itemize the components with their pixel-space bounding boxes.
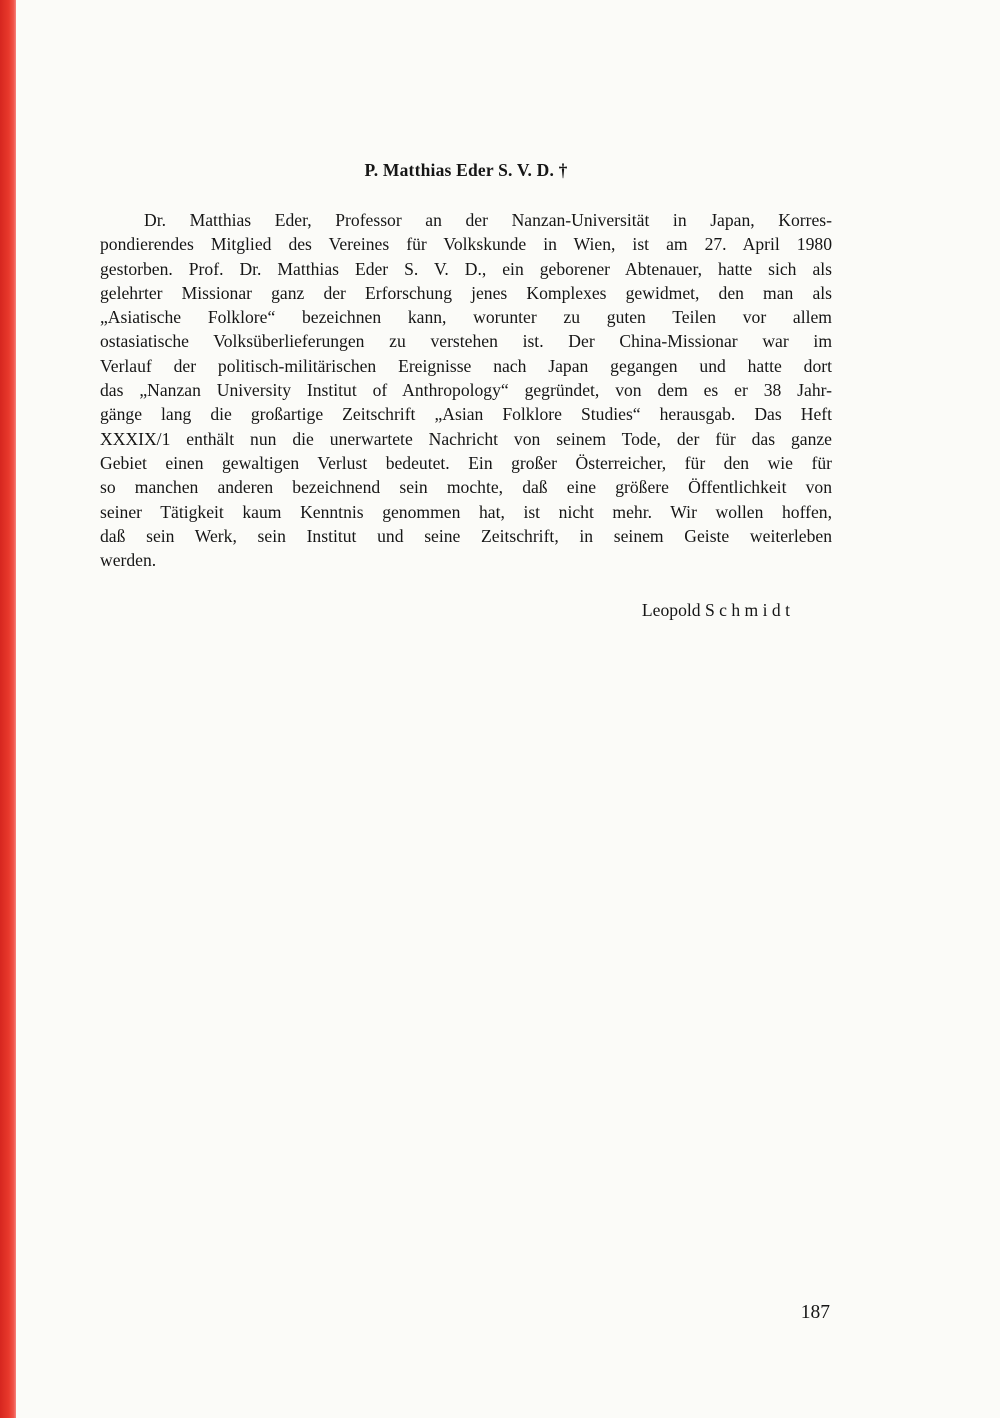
article-title: P. Matthias Eder S. V. D. † [364, 160, 568, 180]
body-line: Gebiet einen gewaltigen Verlust bedeutet. Ein großer Österreicher, für den wie für [100, 452, 832, 473]
page-number: 187 [800, 1302, 830, 1323]
body-line: Dr. Matthias Eder, Professor an der Nanzan-Universität in Japan, Korres- [144, 210, 832, 230]
body-line: seiner Tätigkeit kaum Kenntnis genommen hat, ist nicht mehr. Wir wollen hoffen, [100, 501, 832, 522]
article-body [100, 208, 832, 572]
body-line: Verlauf der politisch-militärischen Ereignisse nach Japan gegangen und hatte dort [100, 355, 832, 376]
body-line: „Asiatische Folklore“ bezeichnen kann, worunter zu guten Teilen vor allem [100, 307, 832, 328]
scan-edge-strip [0, 0, 16, 1418]
body-line: ostasiatische Volksüberlieferungen zu verstehen ist. Der China-Missionar war im [100, 331, 832, 352]
body-line: gestorben. Prof. Dr. Matthias Eder S. V. D., ein geborener Abtenauer, hatte sich als [100, 258, 832, 279]
body-line: gänge lang die großartige Zeitschrift „Asian Folklore Studies“ herausgab. Das Heft [100, 404, 832, 425]
body-line: werden. [100, 550, 157, 571]
signature: Leopold S c h m i d t [641, 600, 790, 621]
body-line: das „Nanzan University Institut of Anthropology“ gegründet, von dem es er 38 Jahr- [100, 380, 832, 401]
body-line: gelehrter Missionar ganz der Erforschung jenes Komplexes gewidmet, den man als [100, 282, 832, 303]
article [100, 160, 832, 621]
body-line: XXXIX/1 enthält nun die unerwartete Nachricht von seinem Tode, der für das ganze [100, 428, 832, 449]
body-line: pondierendes Mitglied des Vereines für Volkskunde in Wien, ist am 27. April 1980 [100, 234, 832, 255]
body-line: daß sein Werk, sein Institut und seine Zeitschrift, in seinem Geiste weiterleben [100, 525, 832, 546]
body-line: so manchen anderen bezeichnend sein mochte, daß eine größere Öffentlichkeit von [100, 477, 832, 498]
